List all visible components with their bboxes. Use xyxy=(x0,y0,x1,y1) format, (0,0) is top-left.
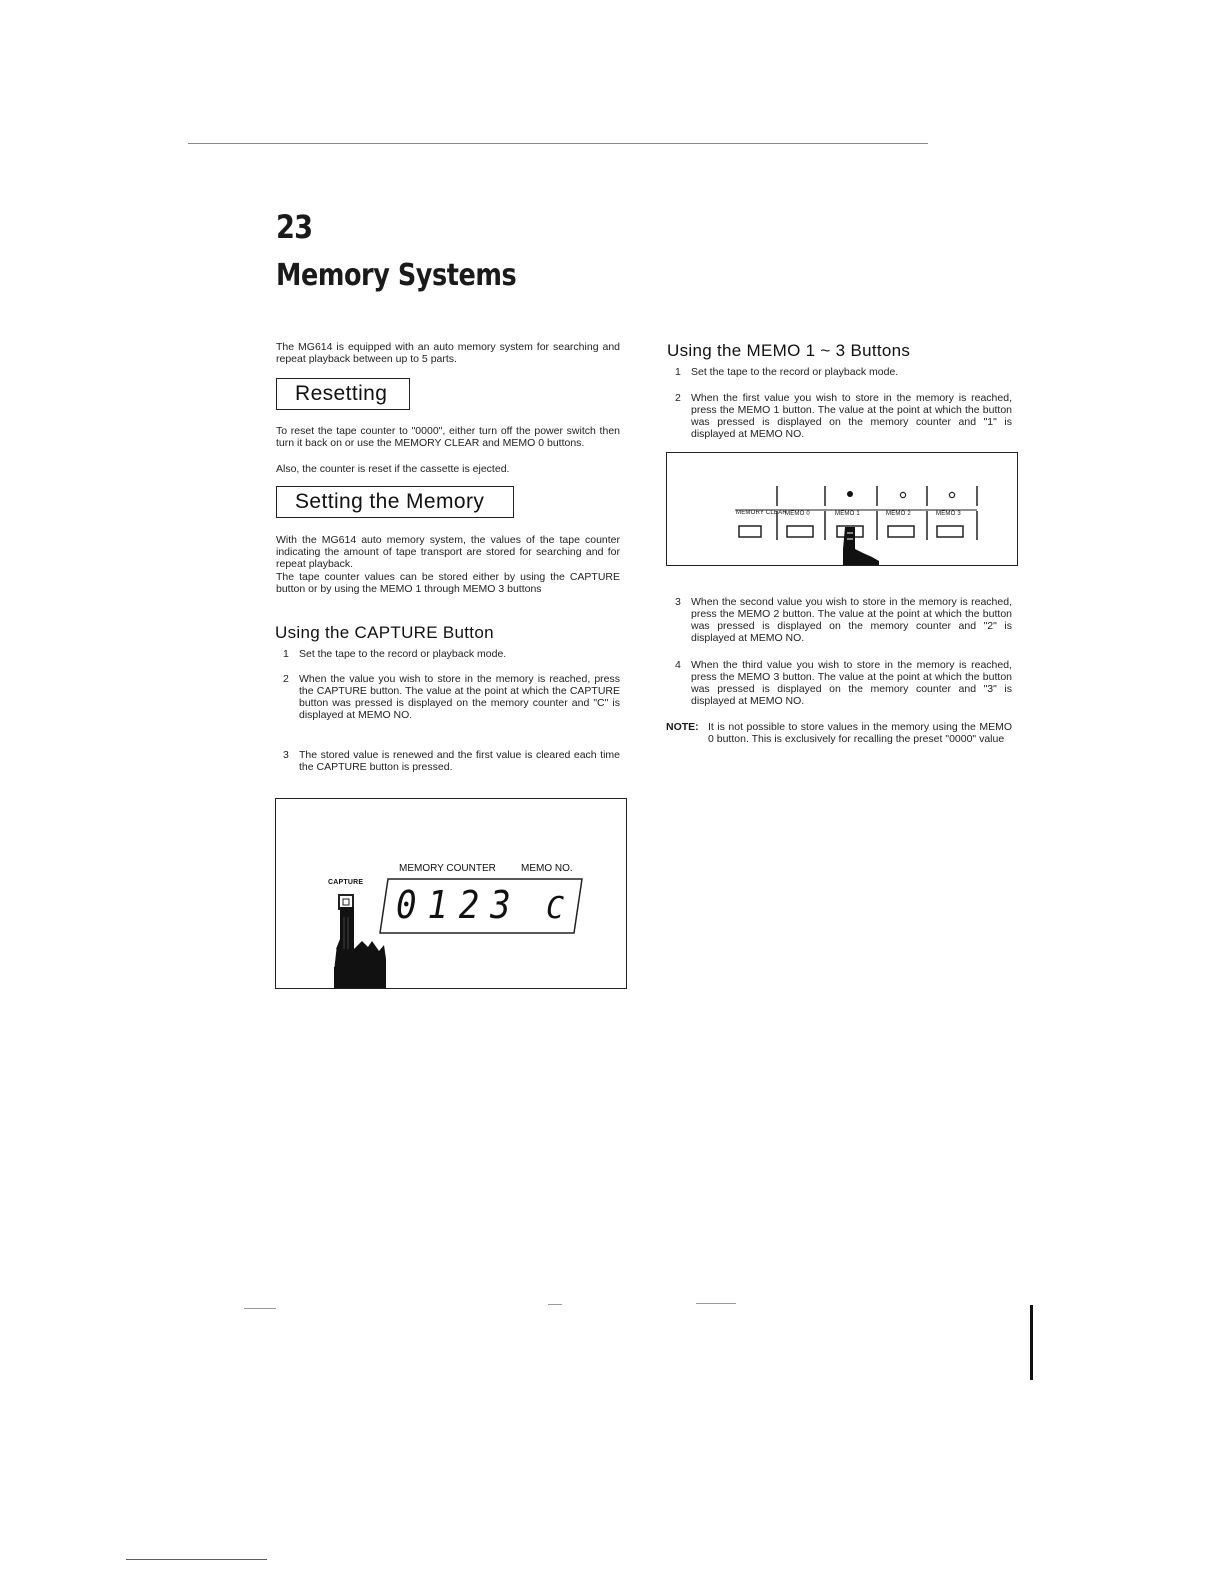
capture-heading: Using the CAPTURE Button xyxy=(275,623,494,642)
resetting-heading: Resetting xyxy=(276,378,410,410)
step-text: Set the tape to the record or playback mode. xyxy=(691,366,899,378)
setting-para-1: With the MG614 auto memory system, the values of the tape counter indicating the amount of tape transport are stored for searching and for repeat playback. xyxy=(276,534,620,570)
page-title: Memory Systems xyxy=(276,258,517,293)
resetting-para-2: Also, the counter is reset if the cassette is ejected. xyxy=(276,463,510,475)
top-rule xyxy=(188,143,928,144)
step-number: 3 xyxy=(283,749,289,761)
memo-step-2 xyxy=(675,392,1012,442)
memo-heading: Using the MEMO 1 ~ 3 Buttons xyxy=(667,341,911,360)
scan-speck xyxy=(548,1304,562,1305)
step-text: Set the tape to the record or playback mode. xyxy=(299,648,507,660)
memo-no-label: MEMO NO. xyxy=(521,863,573,874)
step-text: When the third value you wish to store in the memory is reached, press the MEMO 3 button. The value at the point at which the button was pressed is displayed on the memory counter and "3" is displayed at MEMO NO. xyxy=(691,659,1012,707)
setting-para-2: The tape counter values can be stored either by using the CAPTURE button or by using the MEMO 1 through MEMO 3 buttons xyxy=(276,571,620,595)
capture-step-3 xyxy=(283,749,620,775)
step-number: 3 xyxy=(675,596,681,608)
memo-2-label: MEMO 2 xyxy=(886,511,911,517)
memo-step-1 xyxy=(675,366,1012,380)
memo-1-label: MEMO 1 xyxy=(835,511,860,517)
margin-bar xyxy=(1030,1305,1033,1380)
scan-speck xyxy=(696,1303,736,1304)
setting-memory-heading: Setting the Memory xyxy=(276,486,514,518)
step-number: 4 xyxy=(675,659,681,671)
step-number: 1 xyxy=(283,648,289,660)
step-number: 1 xyxy=(675,366,681,378)
step-text: When the second value you wish to store in the memory is reached, press the MEMO 2 button. The value at the point at which the button was pressed is displayed on the memory counter and "2" is displayed at MEMO NO. xyxy=(691,596,1012,644)
scan-speck xyxy=(244,1308,276,1309)
memory-counter-display: 0123 xyxy=(396,883,522,927)
note-text: It is not possible to store values in the memory using the MEMO 0 button. This is exclusively for recalling the preset "0000" value xyxy=(708,721,1012,745)
capture-figure xyxy=(275,798,627,989)
capture-step-1 xyxy=(283,648,620,662)
memo-no-display: C xyxy=(546,891,565,926)
intro-paragraph: The MG614 is equipped with an auto memory system for searching and repeat playback between up to 5 parts. xyxy=(276,341,620,365)
capture-step-2 xyxy=(283,673,620,735)
bottom-blue-rule xyxy=(126,1559,267,1560)
memo-step-4 xyxy=(675,659,1012,709)
memo-3-label: MEMO 3 xyxy=(936,511,961,517)
step-number: 2 xyxy=(675,392,681,404)
step-text: When the first value you wish to store in the memory is reached, press the MEMO 1 button. The value at the point at which the button was pressed is displayed on the memory counter and "1" is displayed at MEMO NO. xyxy=(691,392,1012,440)
page-number: 23 xyxy=(276,208,313,246)
step-text: When the value you wish to store in the memory is reached, press the CAPTURE button. The value at the point at which the CAPTURE button was pressed is displayed on the memory counter and "C" is displayed at MEMO NO. xyxy=(299,673,620,721)
memo-step-3 xyxy=(675,596,1012,646)
note-label: NOTE: xyxy=(666,721,699,733)
resetting-para-1: To reset the tape counter to "0000", either turn off the power switch then turn it back on or use the MEMORY CLEAR and MEMO 0 buttons. xyxy=(276,425,620,449)
memo-panel-illustration xyxy=(667,453,1017,565)
memory-counter-label: MEMORY COUNTER xyxy=(399,863,496,874)
memo-buttons-figure xyxy=(666,452,1018,566)
capture-button-label: CAPTURE xyxy=(328,879,364,886)
step-number: 2 xyxy=(283,673,289,685)
memory-clear-label: MEMORY CLEAR xyxy=(736,510,787,516)
step-text: The stored value is renewed and the first value is cleared each time the CAPTURE button is pressed. xyxy=(299,749,620,773)
memo-0-label: MEMO 0 xyxy=(785,511,810,517)
note-block xyxy=(666,721,1012,761)
